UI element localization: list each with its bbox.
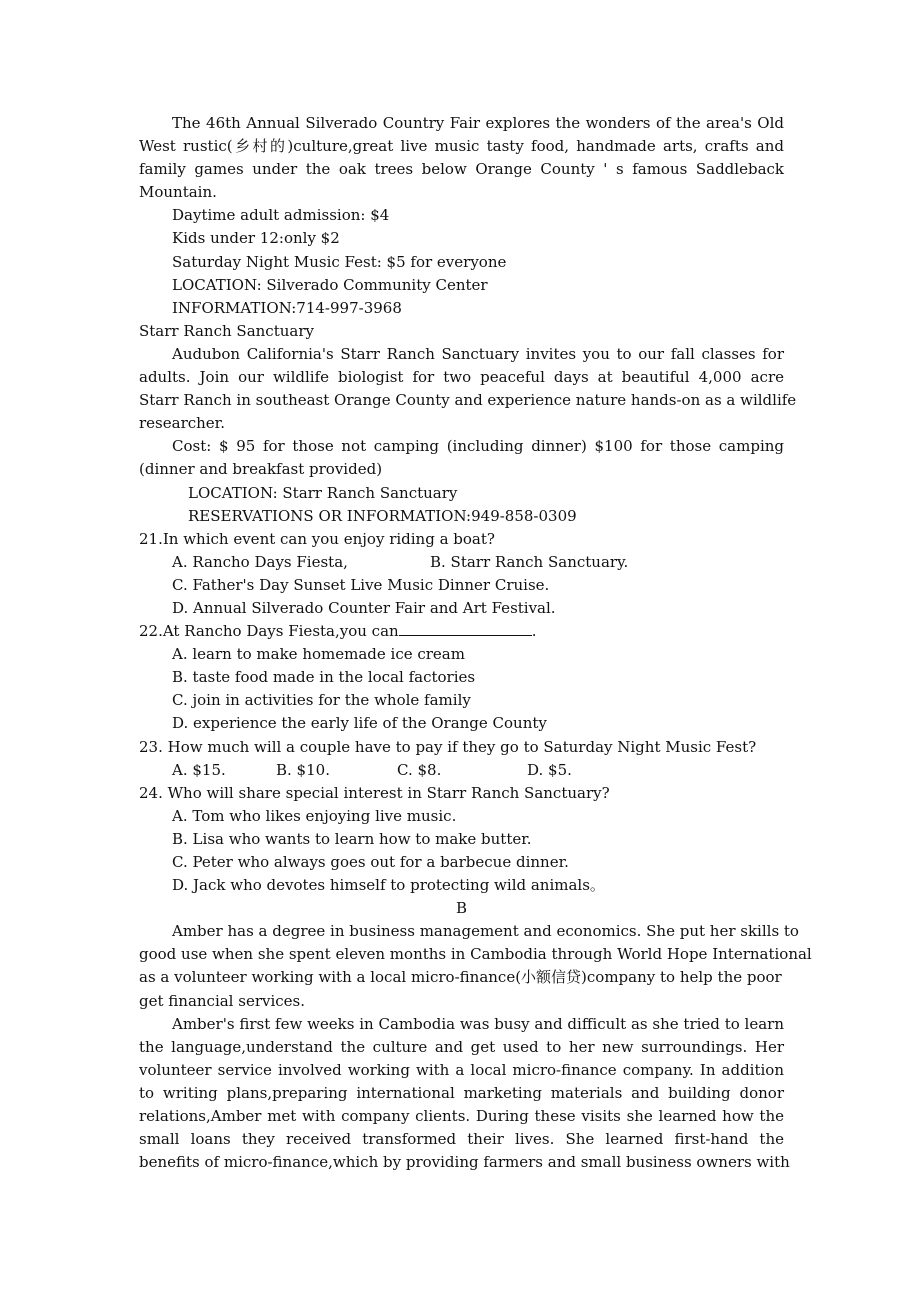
starr-reservations: RESERVATIONS OR INFORMATION:949-858-0309 [188, 506, 577, 525]
option-d: D. experience the early life of the Orange County [172, 714, 547, 733]
question-22-stem [139, 620, 784, 643]
starr-location: LOCATION: Starr Ranch Sanctuary [188, 483, 458, 502]
passage-b-line: relations,Amber met with company clients. During these visits she learned how the [139, 1107, 784, 1126]
option-b: B. $10. [276, 760, 330, 779]
fair-music-fest-price: Saturday Night Music Fest: $5 for everyone [172, 252, 507, 271]
starr-intro-line: researcher. [139, 414, 225, 433]
question-22-end: . [531, 622, 537, 641]
passage-b-line: the language,understand the culture and get used to her new surroundings. Her [139, 1037, 784, 1056]
option-b: B. taste food made in the local factories [172, 668, 476, 687]
passage-b-line: benefits of micro-finance,which by providing farmers and small business owners with [139, 1153, 790, 1172]
question-24-stem: 24. Who will share special interest in Starr Ranch Sanctuary? [139, 783, 610, 802]
question-21-stem: 21.In which event can you enjoy riding a boat? [139, 529, 495, 548]
option-c: C. Father's Day Sunset Live Music Dinner Cruise. [172, 575, 550, 594]
question-23-stem: 23. How much will a couple have to pay if they go to Saturday Night Music Fest? [139, 737, 757, 756]
answer-blank [399, 621, 532, 636]
option-a: A. Rancho Days Fiesta, [172, 552, 348, 571]
starr-heading: Starr Ranch Sanctuary [139, 321, 314, 340]
fair-adult-admission: Daytime adult admission: $4 [172, 206, 390, 225]
option-c: C. join in activities for the whole family [172, 691, 471, 710]
option-d: D. $5. [527, 760, 572, 779]
option-d: D. Jack who devotes himself to protecting wild animals。 [172, 876, 605, 895]
option-a: A. learn to make homemade ice cream [172, 645, 465, 664]
question-22-text: 22.At Rancho Days Fiesta,you can [139, 622, 399, 641]
document-page [139, 112, 812, 1174]
passage-b-line: good use when she spent eleven months in Cambodia through World Hope International [139, 945, 812, 964]
option-c: C. Peter who always goes out for a barbecue dinner. [172, 853, 569, 871]
option-d: D. Annual Silverado Counter Fair and Art Festival. [172, 598, 556, 617]
fair-intro-line: West rustic(乡村的)culture,great live music tasty food, handmade arts, crafts and [139, 137, 784, 156]
option-a: A. Tom who likes enjoying live music. [172, 806, 457, 825]
fair-intro-line: family games under the oak trees below Orange County ' s famous Saddleback [139, 160, 784, 179]
fair-intro-line: The 46th Annual Silverado Country Fair explores the wonders of the area's Old [172, 114, 784, 132]
starr-cost-line: Cost: $ 95 for those not camping (including dinner) $100 for those camping [172, 437, 784, 456]
starr-cost-line: (dinner and breakfast provided) [139, 460, 383, 479]
starr-intro-line: Audubon California's Starr Ranch Sanctuary invites you to our fall classes for [172, 344, 784, 363]
passage-b-line: as a volunteer working with a local micro-finance(小额信贷)company to help the poor [139, 968, 782, 987]
passage-b-line: volunteer service involved working with a local micro-finance company. In addition [139, 1060, 784, 1079]
passage-b-line: Amber has a degree in business management and economics. She put her skills to [172, 922, 799, 941]
passage-b-line: small loans they received transformed their lives. She learned first-hand the [139, 1130, 784, 1149]
question-23-options [139, 759, 784, 782]
option-a: A. $15. [172, 760, 226, 779]
passage-b-line: to writing plans,preparing international marketing materials and building donor [139, 1083, 784, 1102]
fair-kids-admission: Kids under 12:only $2 [172, 229, 340, 248]
option-b: B. Starr Ranch Sanctuary. [430, 552, 629, 571]
passage-b-line: Amber's first few weeks in Cambodia was busy and difficult as she tried to learn [172, 1014, 784, 1033]
option-b: B. Lisa who wants to learn how to make butter. [172, 829, 532, 848]
option-c: C. $8. [397, 760, 442, 779]
fair-intro-line: Mountain. [139, 183, 217, 202]
section-b-label: B [455, 899, 468, 918]
question-21-options-ab [139, 551, 784, 574]
fair-location: LOCATION: Silverado Community Center [172, 275, 488, 294]
starr-intro-line: adults. Join our wildlife biologist for two peaceful days at beautiful 4,000 acre [139, 368, 784, 387]
fair-information: INFORMATION:714-997-3968 [172, 298, 402, 317]
passage-b-line: get financial services. [139, 991, 306, 1010]
starr-intro-line: Starr Ranch in southeast Orange County and experience nature hands-on as a wildlife [139, 391, 797, 410]
